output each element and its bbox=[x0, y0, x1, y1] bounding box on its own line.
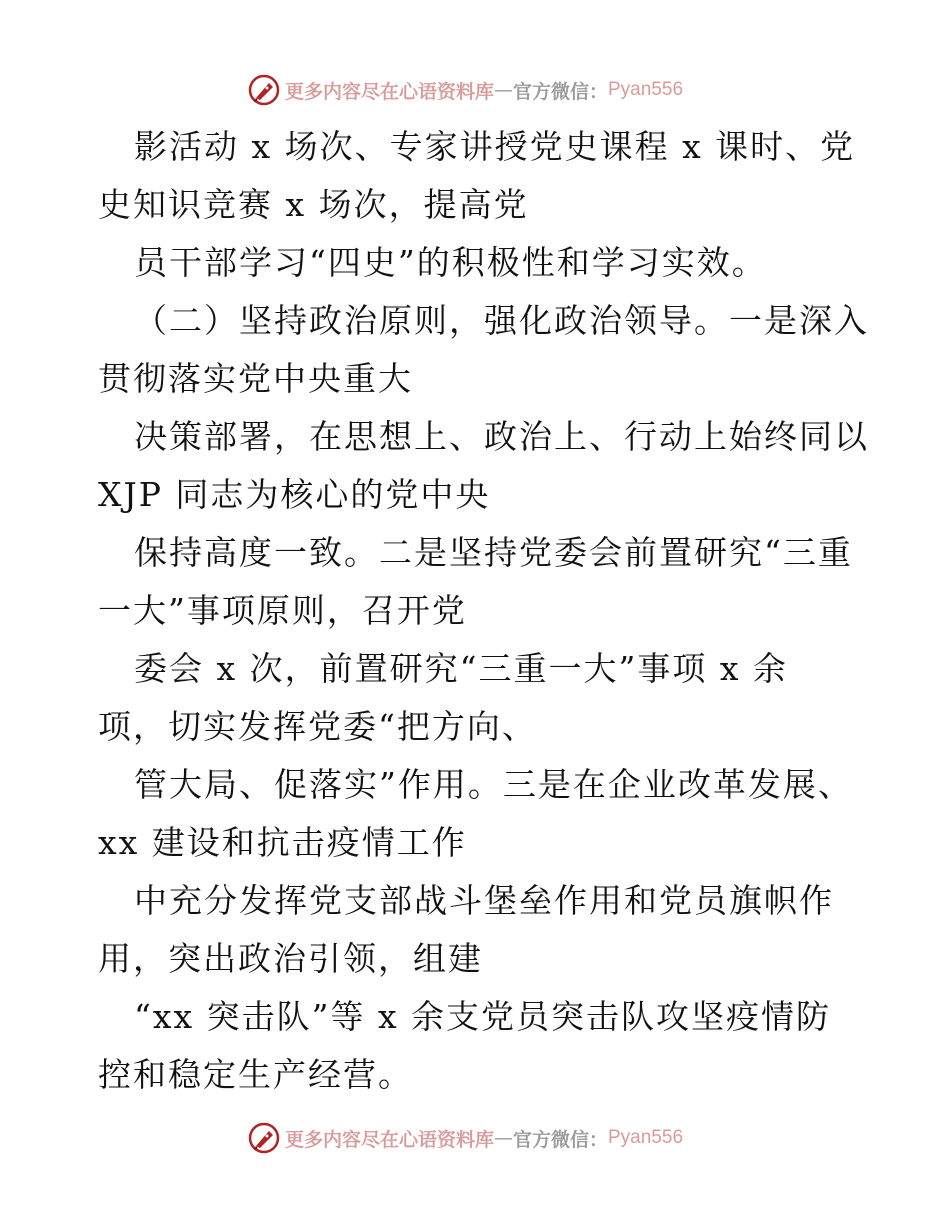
text-line: 一大”事项原则，召开党 bbox=[98, 591, 467, 630]
footer-banner bbox=[0, 1118, 950, 1158]
pen-nib-logo-icon bbox=[247, 1121, 281, 1155]
text-line: 委会 x 次，前置研究“三重一大”事项 x 余 bbox=[134, 649, 788, 688]
banner-dash: — bbox=[493, 79, 513, 101]
text-line: 管大局、促落实”作用。三是在企业改革发展、 bbox=[134, 765, 853, 804]
banner-contact-label: 官方微信： bbox=[512, 1128, 608, 1151]
text-line: xx 建设和抗击疫情工作 bbox=[98, 823, 467, 862]
banner-contact-id: Pyan556 bbox=[608, 79, 684, 100]
text-line: 用，突出政治引领，组建 bbox=[98, 939, 483, 978]
text-line: 决策部署，在思想上、政治上、行动上始终同以 bbox=[134, 417, 869, 456]
text-line: 保持高度一致。二是坚持党委会前置研究“三重 bbox=[134, 533, 853, 572]
text-line: 影活动 x 场次、专家讲授党史课程 x 课时、党 bbox=[134, 127, 856, 166]
text-line: 史知识竞赛 x 场次，提高党 bbox=[98, 185, 529, 224]
text-line: 项，切实发挥党委“把方向、 bbox=[98, 707, 537, 746]
text-line: XJP 同志为核心的党中央 bbox=[98, 475, 491, 514]
banner-contact-id: Pyan556 bbox=[608, 1127, 684, 1148]
pen-nib-logo-icon bbox=[247, 73, 281, 107]
text-line: 中充分发挥党支部战斗堡垒作用和党员旗帜作 bbox=[134, 881, 834, 920]
text-line: “xx 突击队”等 x 余支党员突击队攻坚疫情防 bbox=[134, 997, 832, 1036]
header-banner bbox=[0, 70, 950, 110]
banner-site-text: 更多内容尽在心语资料库 bbox=[284, 80, 494, 103]
text-line: 贯彻落实党中央重大 bbox=[98, 359, 413, 398]
banner-contact-label: 官方微信： bbox=[512, 80, 608, 103]
banner-dash: — bbox=[493, 1127, 513, 1149]
document-body bbox=[98, 118, 869, 1104]
text-line: 员干部学习“四史”的积极性和学习实效。 bbox=[134, 243, 767, 282]
banner-site-text: 更多内容尽在心语资料库 bbox=[284, 1128, 494, 1151]
text-line: 控和稳定生产经营。 bbox=[98, 1055, 413, 1094]
text-line: （二）坚持政治原则，强化政治领导。一是深入 bbox=[134, 301, 869, 340]
